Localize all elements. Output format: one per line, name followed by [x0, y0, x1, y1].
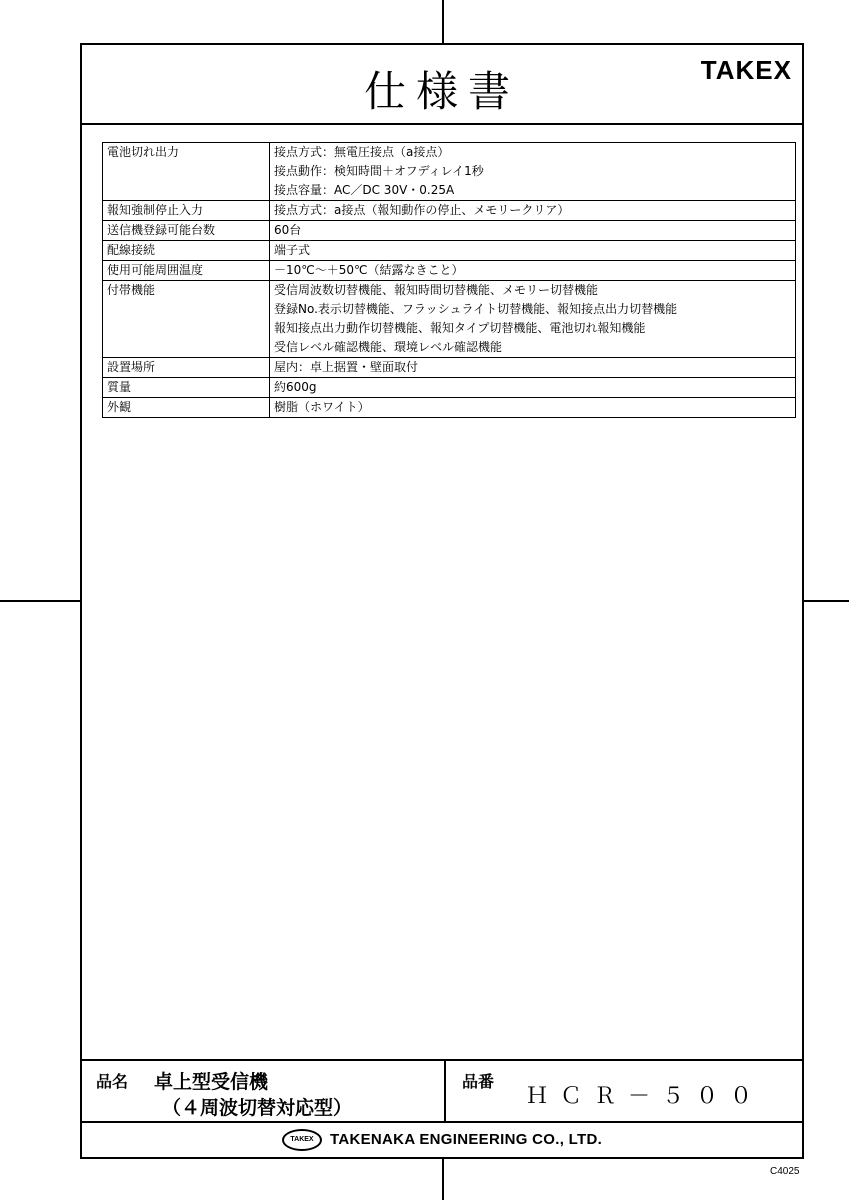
spec-value-line: 登録No.表示切替機能、フラッシュライト切替機能、報知接点出力切替機能 — [274, 302, 678, 316]
crop-mark-right — [804, 600, 849, 602]
spec-row — [103, 281, 796, 358]
spec-label: 送信機登録可能台数 — [103, 221, 270, 241]
spec-value-line: 接点方式：無電圧接点（a接点） — [274, 145, 450, 159]
product-name-label: 品名 — [96, 1072, 129, 1091]
spec-value-line: 受信周波数切替機能、報知時間切替機能、メモリー切替機能 — [274, 283, 599, 297]
spec-label: 使用可能周囲温度 — [103, 261, 270, 281]
spec-label: 報知強制停止入力 — [103, 201, 270, 221]
spec-value-line: 接点容量：AC／DC 30V・0.25A — [274, 183, 455, 197]
brand-logo: TAKEX — [700, 55, 792, 85]
spec-value-line: 屋内：卓上据置・壁面取付 — [274, 360, 419, 374]
spec-label: 外観 — [103, 398, 270, 418]
product-row — [82, 1059, 802, 1123]
document-code: C4025 — [770, 1166, 800, 1177]
product-name-line2: （４周波切替対応型） — [162, 1097, 353, 1119]
spec-row — [103, 221, 796, 241]
spec-label: 設置場所 — [103, 358, 270, 378]
spec-label: 配線接続 — [103, 241, 270, 261]
spec-value — [270, 201, 796, 221]
product-number: ＨＣＲ－５００ — [526, 1084, 765, 1109]
spec-row — [103, 398, 796, 418]
title-row — [82, 45, 802, 125]
company-logo-seal: TAKEX — [282, 1129, 322, 1151]
spec-value — [270, 143, 796, 201]
spec-label: 付帯機能 — [103, 281, 270, 358]
document-title: 仕様書 — [363, 67, 520, 116]
spec-value — [270, 221, 796, 241]
spec-value-line: 報知接点出力動作切替機能、報知タイプ切替機能、電池切れ報知機能 — [274, 321, 646, 335]
footer-block — [82, 1059, 802, 1159]
spec-value — [270, 281, 796, 358]
spec-value-line: 樹脂（ホワイト） — [274, 400, 370, 414]
spec-label: 電池切れ出力 — [103, 143, 270, 201]
spec-value-line: 60台 — [274, 223, 302, 237]
column-divider — [444, 1061, 446, 1123]
spec-value — [270, 398, 796, 418]
spec-row — [103, 378, 796, 398]
spec-value-line: 約600g — [274, 380, 317, 394]
company-row — [82, 1123, 802, 1159]
crop-mark-left — [0, 600, 80, 602]
crop-mark-bottom — [442, 1159, 444, 1200]
spec-row — [103, 358, 796, 378]
document-frame — [80, 43, 804, 1159]
spec-value — [270, 358, 796, 378]
spec-row — [103, 261, 796, 281]
company-name: TAKENAKA ENGINEERING CO., LTD. — [330, 1131, 603, 1148]
spec-value-line: 接点方式：a接点（報知動作の停止、メモリークリア） — [274, 203, 570, 217]
spec-value-line: －10℃～＋50℃（結露なきこと） — [274, 263, 464, 277]
spec-table — [102, 142, 796, 418]
product-number-label: 品番 — [462, 1072, 495, 1091]
spec-value — [270, 378, 796, 398]
spec-row — [103, 201, 796, 221]
spec-value-line: 端子式 — [274, 243, 311, 257]
spec-row — [103, 143, 796, 201]
spec-value-line: 受信レベル確認機能、環境レベル確認機能 — [274, 340, 503, 354]
crop-mark-top — [442, 0, 444, 43]
spec-row — [103, 241, 796, 261]
spec-value — [270, 241, 796, 261]
spec-value — [270, 261, 796, 281]
spec-value-line: 接点動作：検知時間＋オフディレイ1秒 — [274, 164, 484, 178]
spec-label: 質量 — [103, 378, 270, 398]
product-name-line1: 卓上型受信機 — [154, 1071, 269, 1093]
